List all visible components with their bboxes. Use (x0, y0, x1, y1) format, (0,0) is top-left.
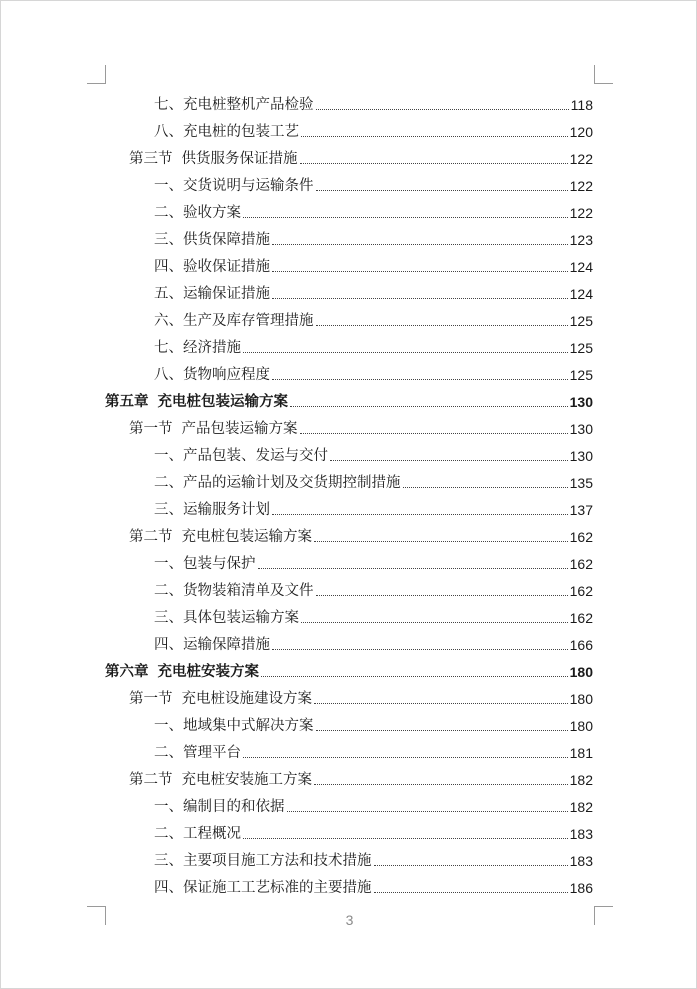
toc-entry-number: 二、 (154, 826, 183, 842)
toc-entry[interactable] (105, 547, 593, 574)
toc-entry-title: 验收保证措施 (183, 259, 270, 275)
toc-entry-page: 122 (569, 151, 593, 167)
toc-entry-number: 六、 (154, 313, 183, 329)
toc-entry[interactable] (105, 142, 593, 169)
toc-entry[interactable] (105, 196, 593, 223)
dot-leader (243, 217, 568, 218)
toc-entry-number: 第一节 (129, 691, 173, 707)
toc-entry-number: 三、 (154, 232, 183, 248)
dot-leader (272, 271, 568, 272)
toc-entry-page: 162 (569, 529, 593, 545)
toc-entry[interactable] (105, 277, 593, 304)
dot-leader (301, 622, 568, 623)
toc-entry-title: 管理平台 (183, 745, 241, 761)
toc-entry-page: 162 (569, 556, 593, 572)
toc-entry-page: 118 (570, 97, 593, 113)
toc-entry-number: 第二节 (129, 772, 173, 788)
dot-leader (403, 487, 568, 488)
toc-entry-title: 供货保障措施 (183, 232, 270, 248)
dot-leader (316, 190, 568, 191)
toc-entry[interactable] (105, 574, 593, 601)
dot-leader (316, 325, 568, 326)
toc-entry[interactable] (105, 466, 593, 493)
toc-entry-page: 124 (569, 259, 593, 275)
toc-entry-page: 181 (569, 745, 593, 761)
crop-mark-top-left (87, 65, 106, 84)
toc-entry-title: 货物响应程度 (183, 367, 270, 383)
toc-entry-number: 第三节 (129, 151, 173, 167)
toc-entry-title: 产品包装运输方案 (181, 421, 298, 437)
toc-entry-number: 四、 (154, 637, 183, 653)
toc-entry-number: 二、 (154, 745, 183, 761)
toc-entry-number: 第一节 (129, 421, 173, 437)
toc-entry-number: 四、 (154, 259, 183, 275)
dot-leader (290, 406, 568, 407)
toc-entry-page: 135 (569, 475, 593, 491)
dot-leader (272, 244, 568, 245)
toc-entry-page: 182 (569, 772, 593, 788)
toc-entry[interactable] (105, 331, 593, 358)
dot-leader (243, 838, 568, 839)
dot-leader (314, 703, 568, 704)
toc-entry-number: 三、 (154, 610, 183, 626)
toc-entry-number: 第二节 (129, 529, 173, 545)
toc-entry-page: 124 (569, 286, 593, 302)
toc-entry[interactable] (105, 601, 593, 628)
toc-entry-title: 包装与保护 (183, 556, 256, 572)
toc-entry-page: 130 (569, 448, 593, 464)
dot-leader (287, 811, 568, 812)
toc-entry-number: 二、 (154, 583, 183, 599)
toc-entry-title: 充电桩包装运输方案 (157, 394, 288, 410)
toc-entry-number: 第五章 (105, 394, 149, 410)
toc-entry[interactable] (105, 250, 593, 277)
toc-entry-number: 八、 (154, 367, 183, 383)
toc-entry-title: 地域集中式解决方案 (183, 718, 314, 734)
toc-entry-title: 生产及库存管理措施 (183, 313, 314, 329)
toc-entry-title: 具体包装运输方案 (183, 610, 299, 626)
toc-entry-title: 产品包装、发运与交付 (183, 448, 328, 464)
toc-entry-title: 运输服务计划 (183, 502, 270, 518)
toc-entry-number: 一、 (154, 178, 183, 194)
toc-entry-number: 二、 (154, 205, 183, 221)
dot-leader (300, 163, 568, 164)
toc-entry[interactable] (105, 385, 593, 412)
toc-entry-page: 122 (569, 205, 593, 221)
toc-entry-title: 充电桩的包装工艺 (183, 124, 299, 140)
toc-entry[interactable] (105, 682, 593, 709)
toc-entry[interactable] (105, 844, 593, 871)
toc-entry-page: 182 (569, 799, 593, 815)
toc-entry-page: 183 (569, 826, 593, 842)
dot-leader (330, 460, 568, 461)
toc-entry-page: 162 (569, 610, 593, 626)
toc-entry-page: 130 (569, 421, 593, 437)
toc-entry-page: 137 (569, 502, 593, 518)
toc-entry[interactable] (105, 520, 593, 547)
toc-entry-page: 166 (569, 637, 593, 653)
toc-entry-number: 一、 (154, 556, 183, 572)
toc-entry[interactable] (105, 304, 593, 331)
toc-entry[interactable] (105, 358, 593, 385)
toc-entry[interactable] (105, 790, 593, 817)
crop-mark-top-right (594, 65, 613, 84)
dot-leader (258, 568, 568, 569)
dot-leader (300, 433, 568, 434)
toc-entry-page: 125 (569, 340, 593, 356)
toc-entry[interactable] (105, 115, 593, 142)
toc-entry-title: 充电桩安装方案 (157, 664, 259, 680)
toc-entry-title: 验收方案 (183, 205, 241, 221)
toc-entry-number: 第六章 (105, 664, 149, 680)
toc-entry-title: 运输保证措施 (183, 286, 270, 302)
toc-entry[interactable] (105, 709, 593, 736)
toc-entry-page: 122 (569, 178, 593, 194)
toc-entry-number: 一、 (154, 448, 183, 464)
toc-entry-title: 货物装箱清单及文件 (183, 583, 314, 599)
toc-entry[interactable] (105, 763, 593, 790)
dot-leader (374, 892, 568, 893)
toc-entry[interactable] (105, 736, 593, 763)
dot-leader (301, 136, 568, 137)
toc-entry-page: 180 (569, 664, 593, 680)
toc-entry[interactable] (105, 88, 593, 115)
toc-entry-page: 186 (569, 880, 593, 896)
toc-entry-title: 供货服务保证措施 (181, 151, 298, 167)
dot-leader (314, 784, 568, 785)
toc-entry-page: 183 (569, 853, 593, 869)
toc-entry-number: 一、 (154, 718, 183, 734)
toc-entry-page: 180 (569, 718, 593, 734)
toc-entry[interactable] (105, 439, 593, 466)
toc-entry[interactable] (105, 493, 593, 520)
toc-entry[interactable] (105, 817, 593, 844)
toc-entry-title: 充电桩整机产品检验 (183, 97, 314, 113)
dot-leader (272, 649, 568, 650)
toc-entry-page: 162 (569, 583, 593, 599)
toc-entry-title: 充电桩安装施工方案 (181, 772, 312, 788)
toc-entry[interactable] (105, 412, 593, 439)
dot-leader (316, 109, 569, 110)
toc-entry-number: 七、 (154, 340, 183, 356)
dot-leader (243, 757, 568, 758)
toc-entry-page: 120 (569, 124, 593, 140)
dot-leader (314, 541, 568, 542)
toc-entry-title: 充电桩设施建设方案 (181, 691, 312, 707)
toc-entry[interactable] (105, 871, 593, 898)
dot-leader (272, 514, 568, 515)
toc-entry-number: 二、 (154, 475, 183, 491)
dot-leader (243, 352, 568, 353)
toc-entry-page: 130 (569, 394, 593, 410)
toc-entry[interactable] (105, 223, 593, 250)
toc-entry-title: 主要项目施工方法和技术措施 (183, 853, 372, 869)
toc-entry-number: 七、 (154, 97, 183, 113)
toc-entry-number: 四、 (154, 880, 183, 896)
dot-leader (272, 379, 568, 380)
toc-entry[interactable] (105, 655, 593, 682)
toc-entry-page: 180 (569, 691, 593, 707)
dot-leader (261, 676, 568, 677)
toc-entry[interactable] (105, 628, 593, 655)
toc-entry-number: 三、 (154, 502, 183, 518)
toc-entry-title: 交货说明与运输条件 (183, 178, 314, 194)
toc-entry-number: 一、 (154, 799, 183, 815)
toc-entry-number: 三、 (154, 853, 183, 869)
toc-entry-title: 经济措施 (183, 340, 241, 356)
toc-entry-number: 八、 (154, 124, 183, 140)
table-of-contents (105, 88, 593, 898)
toc-entry-title: 工程概况 (183, 826, 241, 842)
toc-entry-title: 保证施工工艺标准的主要措施 (183, 880, 372, 896)
dot-leader (316, 595, 568, 596)
dot-leader (316, 730, 568, 731)
toc-entry-title: 产品的运输计划及交货期控制措施 (183, 475, 401, 491)
toc-entry[interactable] (105, 169, 593, 196)
toc-entry-number: 五、 (154, 286, 183, 302)
toc-entry-page: 125 (569, 313, 593, 329)
toc-entry-title: 运输保障措施 (183, 637, 270, 653)
page-number: 3 (345, 912, 354, 928)
toc-entry-page: 125 (569, 367, 593, 383)
toc-entry-title: 充电桩包装运输方案 (181, 529, 312, 545)
toc-entry-page: 123 (569, 232, 593, 248)
dot-leader (272, 298, 568, 299)
toc-entry-title: 编制目的和依据 (183, 799, 285, 815)
dot-leader (374, 865, 568, 866)
